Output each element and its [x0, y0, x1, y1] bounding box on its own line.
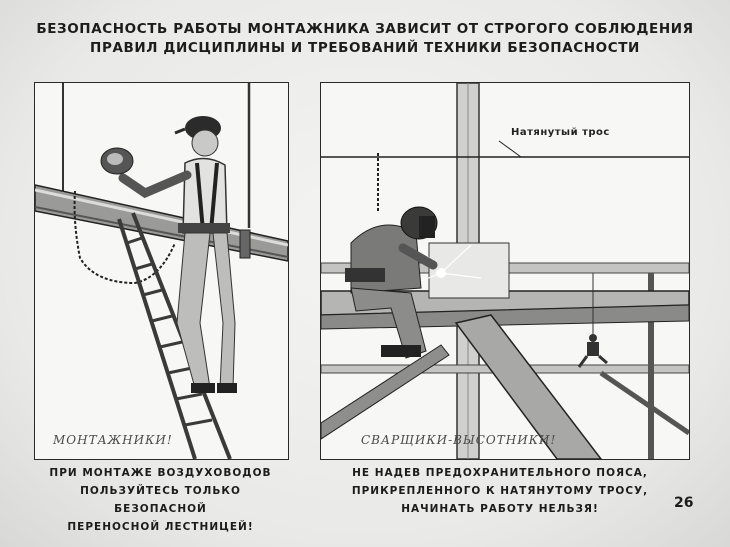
right-instruction-line-1: НЕ НАДЕВ ПРЕДОХРАНИТЕЛЬНОГО ПОЯСА, — [352, 467, 648, 479]
panel-left-caption: МОНТАЖНИКИ! — [53, 433, 173, 447]
title-line-2: ПРАВИЛ ДИСЦИПЛИНЫ И ТРЕБОВАНИЙ ТЕХНИКИ БЕЗОПАСНОСТИ — [90, 40, 640, 56]
title-line-1: БЕЗОПАСНОСТЬ РАБОТЫ МОНТАЖНИКА ЗАВИСИТ ОТ СТРОГОГО СОБЛЮДЕНИЯ — [36, 21, 694, 37]
right-instruction-line-2: ПРИКРЕПЛЕННОГО К НАТЯНУТОМУ ТРОСУ, — [351, 485, 649, 497]
left-instruction-line-2: ПОЛЬЗУЙТЕСЬ ТОЛЬКО БЕЗОПАСНОЙ — [80, 485, 241, 515]
panel-installer — [34, 82, 289, 460]
panel-welder — [320, 82, 690, 460]
left-instruction — [34, 464, 287, 536]
left-instruction-line-3: ПЕРЕНОСНОЙ ЛЕСТНИЦЕЙ! — [67, 521, 254, 533]
slide-title — [20, 20, 710, 58]
right-instruction-line-3: НАЧИНАТЬ РАБОТУ НЕЛЬЗЯ! — [401, 503, 599, 515]
welder-at-height-illustration — [321, 83, 689, 459]
installer-on-ladder-illustration — [35, 83, 288, 459]
right-instruction — [350, 464, 650, 518]
left-instruction-line-1: ПРИ МОНТАЖЕ ВОЗДУХОВОДОВ — [49, 467, 272, 479]
page-number: 26 — [674, 495, 694, 511]
panel-right-caption: СВАРЩИКИ-ВЫСОТНИКИ! — [361, 433, 557, 447]
rope-label: Натянутый трос — [511, 127, 610, 138]
